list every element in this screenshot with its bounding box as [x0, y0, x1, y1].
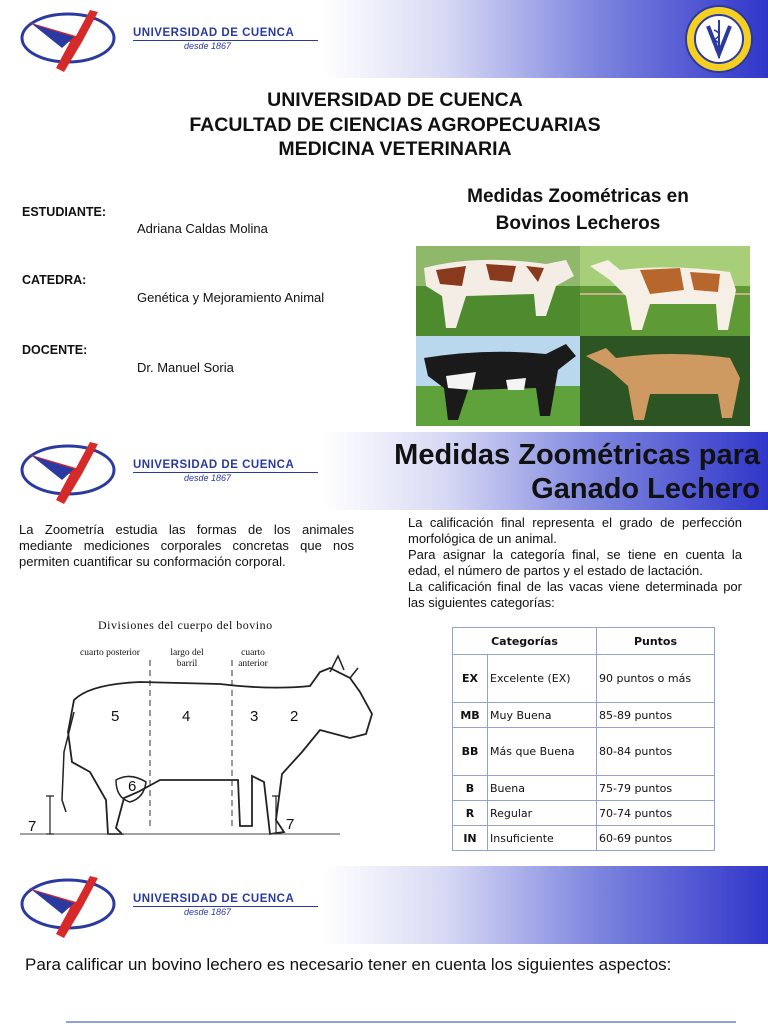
- university-since: desde 1867: [184, 473, 232, 483]
- header-banner: [0, 0, 768, 78]
- cow-photo-3: [416, 336, 580, 426]
- region-number-4: 4: [182, 708, 191, 725]
- category-code: EX: [453, 655, 488, 703]
- diagram-title: Divisiones del cuerpo del bovino: [98, 618, 273, 632]
- university-logo-3: [18, 868, 348, 942]
- university-name: UNIVERSIDAD DE CUENCA: [133, 27, 295, 39]
- category-points: 80-84 puntos: [596, 728, 714, 776]
- university-since: desde 1867: [184, 41, 232, 51]
- category-code: B: [453, 776, 488, 801]
- student-name: Adriana Caldas Molina: [137, 221, 268, 236]
- category-name: Buena: [488, 776, 597, 801]
- table-row: [453, 728, 715, 776]
- university-emblem-icon: [18, 2, 128, 76]
- category-code: IN: [453, 826, 488, 851]
- category-name: Muy Buena: [488, 703, 597, 728]
- university-emblem-icon: [18, 434, 128, 508]
- university-name: UNIVERSIDAD DE CUENCA: [133, 893, 295, 905]
- section2-title-line1: Medidas Zoométricas para: [394, 439, 760, 471]
- region-number-2: 2: [290, 708, 299, 725]
- table-row: [453, 826, 715, 851]
- cover-heading-line3: MEDICINA VETERINARIA: [278, 138, 512, 160]
- cow-photo-2: [580, 246, 750, 336]
- category-points: 85-89 puntos: [596, 703, 714, 728]
- header-categories: Categorías: [453, 628, 597, 655]
- cow-photo-1: [416, 246, 580, 336]
- region-number-7-left: 7: [28, 818, 37, 835]
- category-name: Regular: [488, 801, 597, 826]
- chair-label: CATEDRA:: [22, 273, 87, 287]
- table-row: [453, 655, 715, 703]
- university-emblem-icon: [18, 868, 128, 942]
- university-logo-2: [18, 434, 348, 508]
- evaluation-aspects-intro: Para calificar un bovino lechero es necesario tener en cuenta los siguientes aspectos:: [25, 955, 672, 974]
- table-top-border: [66, 1021, 736, 1023]
- cow-photo-4: [580, 336, 750, 426]
- vet-faculty-seal-icon: [684, 4, 754, 74]
- section2-title-line2: Ganado Lechero: [531, 473, 760, 505]
- category-points: 75-79 puntos: [596, 776, 714, 801]
- header-points: Puntos: [596, 628, 714, 655]
- category-name: Más que Buena: [488, 728, 597, 776]
- final-score-description: [408, 515, 742, 611]
- zoometry-definition: La Zoometría estudia las formas de los animales mediante mediciones corporales concretas que nos permiten cuantificar su conformación corporal.: [19, 522, 354, 569]
- categories-table: [452, 627, 715, 851]
- university-name: UNIVERSIDAD DE CUENCA: [133, 459, 295, 471]
- category-code: BB: [453, 728, 488, 776]
- final-score-text-3: La calificación final de las vacas viene determinada por las siguientes categorías:: [408, 579, 742, 610]
- category-code: R: [453, 801, 488, 826]
- cover-heading-line2: FACULTAD DE CIENCIAS AGROPECUARIAS: [189, 114, 601, 136]
- category-code: MB: [453, 703, 488, 728]
- final-score-text-2: Para asignar la categoría final, se tiene en cuenta la edad, el número de partos y el estado de lactación.: [408, 547, 742, 578]
- label-barrel: largo del barril: [170, 648, 204, 669]
- bovine-body-diagram: [20, 612, 382, 854]
- table-row: [453, 703, 715, 728]
- final-score-text-1: La calificación final representa el grado de perfección morfológica de un animal.: [408, 515, 742, 546]
- region-number-5: 5: [111, 708, 120, 725]
- region-number-3: 3: [250, 708, 259, 725]
- section3-banner: [0, 866, 768, 944]
- category-points: 60-69 puntos: [596, 826, 714, 851]
- category-points: 70-74 puntos: [596, 801, 714, 826]
- table-header-row: [453, 628, 715, 655]
- category-points: 90 puntos o más: [596, 655, 714, 703]
- cover-heading-line1: UNIVERSIDAD DE CUENCA: [267, 89, 523, 111]
- label-anterior: cuarto anterior: [238, 648, 268, 669]
- teacher-name: Dr. Manuel Soria: [137, 360, 234, 375]
- label-posterior: cuarto posterior: [80, 648, 140, 658]
- section2-title: [394, 438, 760, 506]
- university-logo: [18, 2, 348, 76]
- teacher-label: DOCENTE:: [22, 343, 88, 357]
- category-name: Insuficiente: [488, 826, 597, 851]
- table-row: [453, 776, 715, 801]
- table-row: [453, 801, 715, 826]
- cover-title-line2: Bovinos Lecheros: [495, 213, 661, 234]
- region-number-7-right: 7: [286, 816, 295, 833]
- region-number-6: 6: [128, 778, 137, 795]
- chair-name: Genética y Mejoramiento Animal: [137, 290, 325, 305]
- category-name: Excelente (EX): [488, 655, 597, 703]
- cover-title-line1: Medidas Zoométricas en: [467, 186, 689, 207]
- university-since: desde 1867: [184, 907, 232, 917]
- student-label: ESTUDIANTE:: [22, 205, 107, 219]
